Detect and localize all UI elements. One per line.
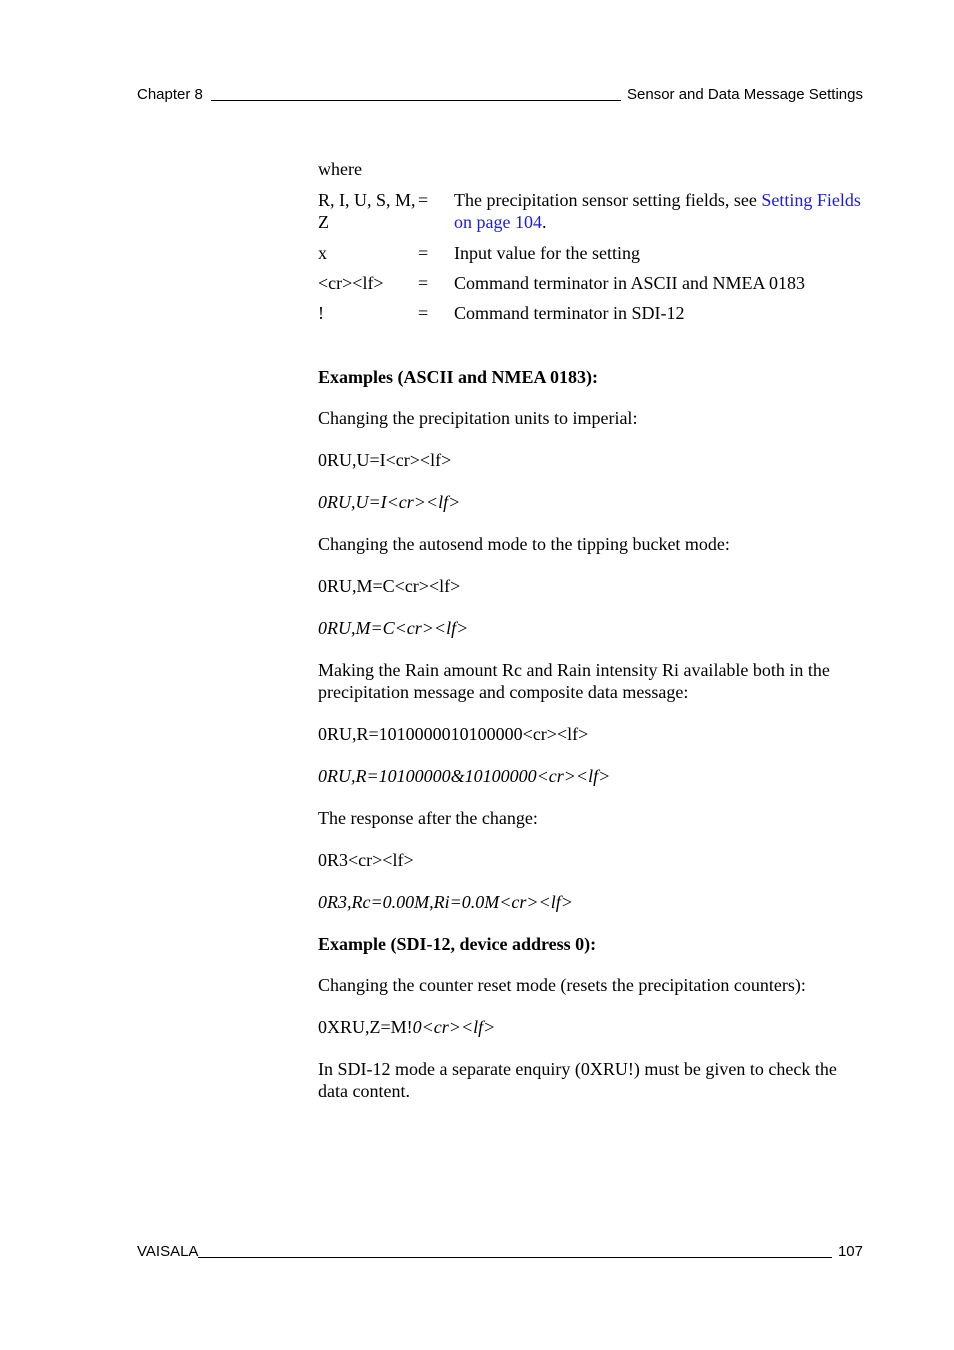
definition-term: <cr><lf> (318, 273, 384, 293)
sdi-note: In SDI-12 mode a separate enquiry (0XRU!) must be given to check the data content. (318, 1059, 837, 1101)
sdi-heading: Example (SDI-12, device address 0): (318, 934, 597, 954)
definition-equals: = (418, 243, 429, 263)
example-command: 0R3<cr><lf> (318, 850, 414, 870)
definition-equals: = (418, 190, 429, 210)
page-header (137, 86, 863, 104)
sdi-command: 0XRU,Z=M! (318, 1017, 413, 1037)
example-text: The response after the change: (318, 808, 538, 828)
example-text: Changing the autosend mode to the tipping bucket mode: (318, 534, 730, 554)
definition-equals: = (418, 303, 429, 323)
example-response: 0R3,Rc=0.00M,Ri=0.0M<cr><lf> (318, 892, 573, 912)
definition-row (318, 302, 863, 324)
definition-row (318, 189, 863, 233)
definition-term: x (318, 243, 327, 263)
definition-desc: Input value for the setting (454, 243, 640, 263)
definition-term: ! (318, 303, 324, 323)
page-number: 107 (837, 1243, 863, 1260)
example-response: 0RU,M=C<cr><lf> (318, 618, 469, 638)
example-command: 0RU,U=I<cr><lf> (318, 450, 452, 470)
page-content (318, 158, 863, 1102)
examples-heading: Examples (ASCII and NMEA 0183): (318, 367, 599, 387)
footer-rule (198, 1256, 832, 1258)
brand-name: VAISALA (137, 1243, 199, 1260)
definition-text: The precipitation sensor setting fields, see (454, 190, 762, 210)
definition-equals: = (418, 273, 429, 293)
example-command: 0RU,M=C<cr><lf> (318, 576, 461, 596)
definition-row (318, 272, 863, 294)
definition-tail: . (541, 212, 547, 232)
where-label: where (318, 159, 362, 179)
sdi-text: Changing the counter reset mode (resets the precipitation counters): (318, 975, 806, 995)
setting-fields-link[interactable]: Setting Fields on page 104 (454, 190, 861, 232)
example-text: Making the Rain amount Rc and Rain intensity Ri available both in the precipitation message and composite data message: (318, 660, 830, 702)
example-command: 0RU,R=1010000010100000<cr><lf> (318, 724, 589, 744)
definition-term: R, I, U, S, M, Z (318, 190, 416, 232)
definition-row (318, 242, 863, 264)
definition-desc: Command terminator in SDI-12 (454, 303, 685, 323)
example-text: Changing the precipitation units to imperial: (318, 408, 638, 428)
definition-desc: Command terminator in ASCII and NMEA 0183 (454, 273, 805, 293)
page-footer (137, 1243, 863, 1261)
definition-desc (454, 189, 863, 233)
header-rule (211, 99, 621, 101)
section-title: Sensor and Data Message Settings (627, 86, 863, 103)
example-response: 0RU,R=10100000&10100000<cr><lf> (318, 766, 611, 786)
example-response: 0RU,U=I<cr><lf> (318, 492, 461, 512)
sdi-command-line (318, 1016, 863, 1038)
chapter-label: Chapter 8 (137, 86, 203, 103)
sdi-response: 0<cr><lf> (412, 1017, 496, 1037)
